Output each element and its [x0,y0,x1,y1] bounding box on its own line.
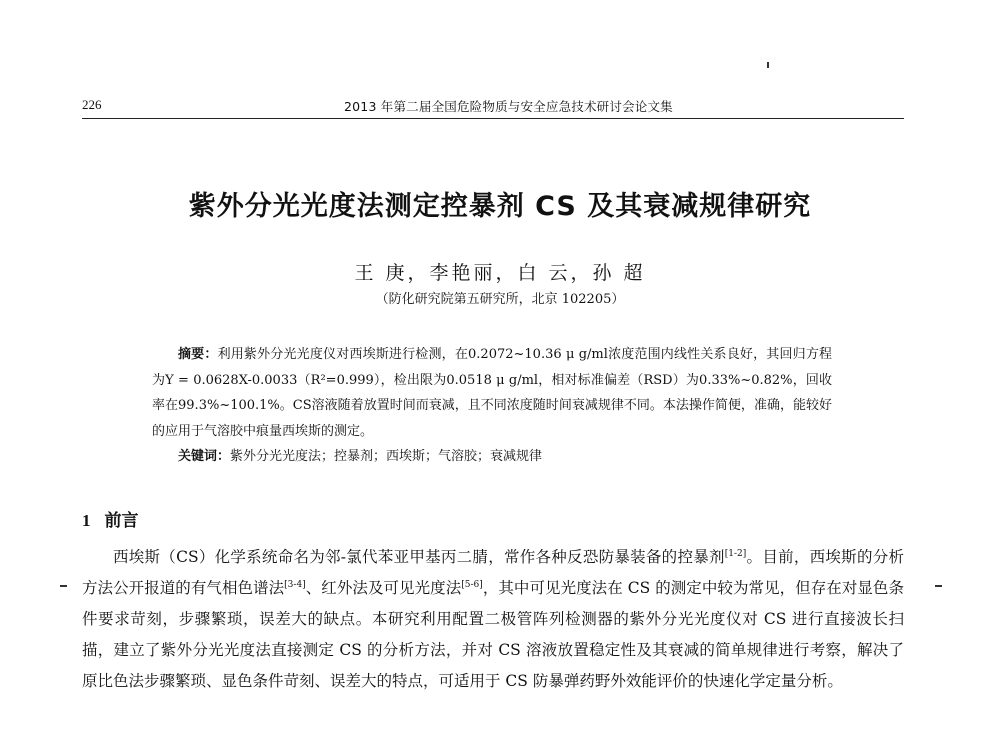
journal-title: 2013 年第二届全国危险物质与安全应急技术研讨会论文集 [344,99,673,114]
intro-paragraph [82,542,904,697]
page-number: 226 [82,97,102,112]
margin-mark-right [935,585,942,587]
intro-body [82,542,904,697]
intro-text-4: ，其中可见光度法在 CS 的测定中较为常见，但存在对显色条件要求苛刻，步骤繁琐，误差大的缺点。本研究利用配置二极管阵列检测器的紫外分光光度仪对 CS 进行直接波长扫描，建立了紫外分光光度法直接测定 CS 的分析方法，并对 CS 溶液放置稳定性及其衰减的简单规律进行考察，解决了原比色法步骤繁琐、显色条件苛刻、误差大的特点，可适用于 CS 防暴弹药野外效能评价的快速化学定量分析。 [82,579,904,690]
abstract-block [152,342,832,470]
section-heading [82,506,139,531]
abstract-text: 利用紫外分光光度仪对西埃斯进行检测，在0.2072~10.36 μ g/ml浓度范围内线性关系良好，其回归方程为Y = 0.0628X-0.0033（R²=0.999），检出限为0.0518 μ g/ml，相对标准偏差（RSD）为0.33%~0.82%，回收率在99.3%~100.1%。CS溶液随着放置时间而衰减，且不同浓度随时间衰减规律不同。本法操作简便，准确，能较好的应用于气溶胶中痕量西埃斯的测定。 [152,347,832,439]
intro-text-1: 西埃斯（CS）化学系统命名为邻-氯代苯亚甲基丙二腈，常作各种反恐防暴装备的控暴剂 [113,548,725,566]
paper-title: 紫外分光光度法测定控暴剂 CS 及其衰减规律研究 [188,191,812,222]
intro-text-3: 、红外法及可见光度法 [305,579,462,597]
affiliation: （防化研究院第五研究所，北京 102205） [375,292,625,307]
citation-5-6: [5-6] [461,579,483,590]
scan-speck [767,62,769,68]
section-number: 1 [82,511,91,530]
abstract-paragraph [152,342,832,444]
margin-mark-left [60,585,67,587]
author-list: 王 庚，李艳丽，白 云，孙 超 [354,262,646,284]
running-header [82,96,904,119]
citation-3-4: [3-4] [284,579,306,590]
section-title: 前言 [104,511,139,531]
keywords-label: 关键词： [178,449,231,464]
keywords-paragraph [152,444,832,470]
intro-text-2: 。目前，西埃斯的分析方法公开报道的有气相色谱法 [82,548,904,597]
citation-1-2: [1-2] [724,548,747,559]
abstract-label: 摘要： [178,347,218,362]
keywords-text: 紫外分光光度法；控暴剂；西埃斯；气溶胶；衰减规律 [230,449,543,464]
